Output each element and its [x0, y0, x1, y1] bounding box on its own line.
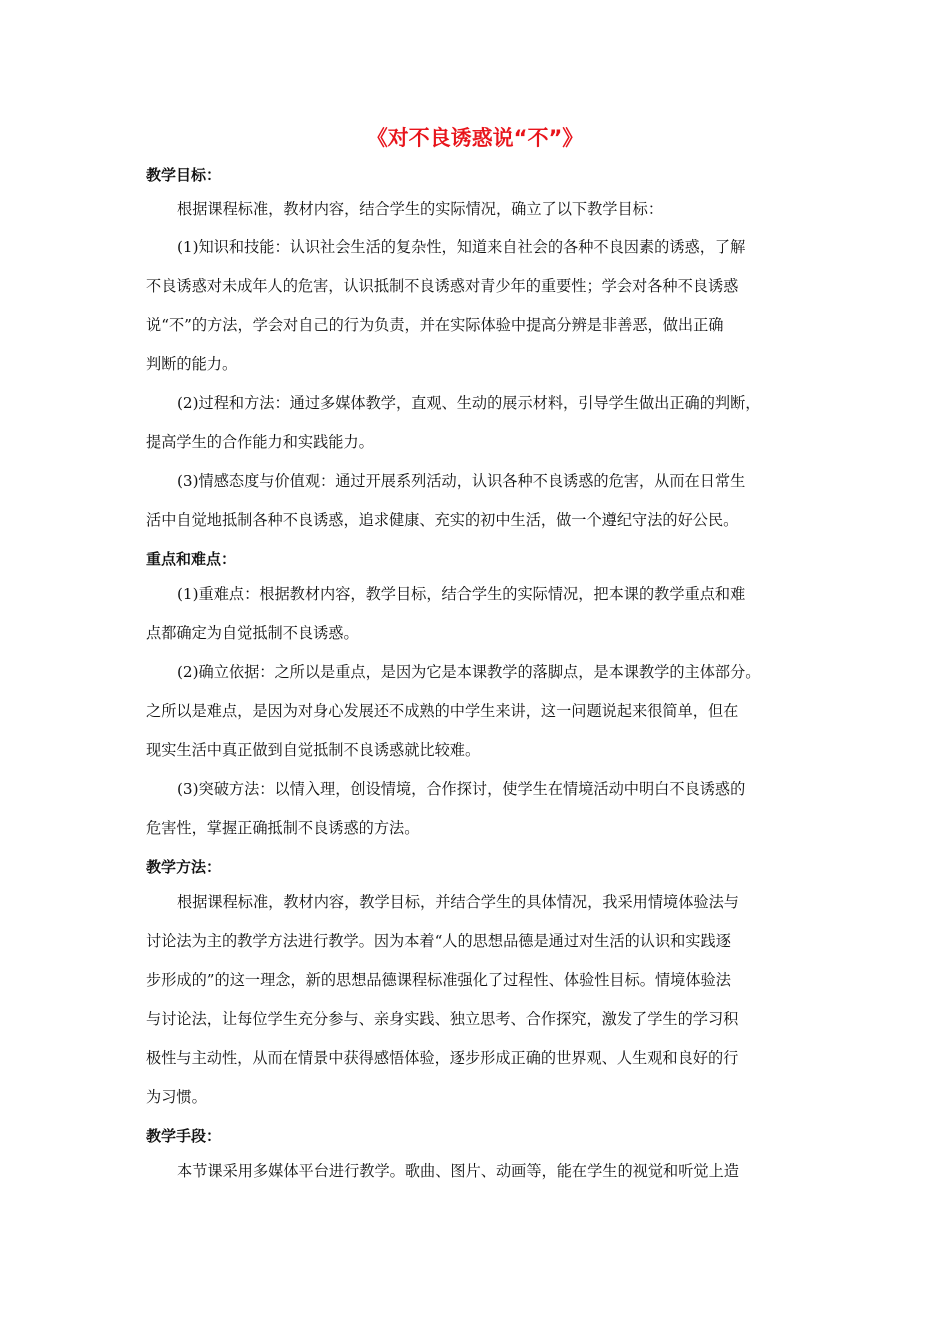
paragraph-line: 不良诱惑对未成年人的危害，认识抵制不良诱惑对青少年的重要性；学会对各种不良诱惑 — [146, 277, 739, 295]
paragraph-line: 与讨论法，让每位学生充分参与、亲身实践、独立思考、合作探究，激发了学生的学习积 — [146, 1010, 739, 1028]
paragraph-line: 之所以是难点，是因为对身心发展还不成熟的中学生来讲，这一问题说起来很简单，但在 — [146, 702, 739, 720]
paragraph-line: 根据课程标准，教材内容，结合学生的实际情况，确立了以下教学目标： — [177, 200, 663, 218]
paragraph-line: 本节课采用多媒体平台进行教学。歌曲、图片、动画等，能在学生的视觉和听觉上造 — [177, 1162, 739, 1180]
paragraph-line: (1)重难点：根据教材内容，教学目标，结合学生的实际情况，把本课的教学重点和难 — [177, 585, 746, 603]
section-heading-methods: 教学方法： — [146, 858, 222, 876]
section-heading-key-points: 重点和难点： — [146, 550, 237, 568]
paragraph-line: 提高学生的合作能力和实践能力。 — [146, 433, 374, 451]
paragraph-line: 说“不”的方法，学会对自己的行为负责，并在实际体验中提高分辨是非善恶，做出正确 — [146, 316, 724, 334]
paragraph-line: 危害性，掌握正确抵制不良诱惑的方法。 — [146, 819, 420, 837]
paragraph-line: 讨论法为主的教学方法进行教学。因为本着“人的思想品德是通过对生活的认识和实践逐 — [146, 932, 731, 950]
paragraph-line: (3)突破方法：以情入理，创设情境，合作探讨，使学生在情境活动中明白不良诱惑的 — [177, 780, 746, 798]
document-title: 《对不良诱惑说“不”》 — [366, 126, 584, 150]
paragraph-line: 步形成的”的这一理念，新的思想品德课程标准强化了过程性、体验性目标。情境体验法 — [146, 971, 731, 989]
paragraph-line: 根据课程标准，教材内容，教学目标，并结合学生的具体情况，我采用情境体验法与 — [177, 893, 739, 911]
paragraph-line: 判断的能力。 — [146, 355, 238, 373]
section-heading-objectives: 教学目标： — [146, 166, 222, 184]
paragraph-line: (1)知识和技能：认识社会生活的复杂性，知道来自社会的各种不良因素的诱惑，了解 — [177, 238, 746, 256]
paragraph-line: 极性与主动性，从而在情景中获得感悟体验，逐步形成正确的世界观、人生观和良好的行 — [146, 1049, 739, 1067]
paragraph-line: 为习惯。 — [146, 1088, 207, 1106]
paragraph-line: (3)情感态度与价值观：通过开展系列活动，认识各种不良诱惑的危害，从而在日常生 — [177, 472, 746, 490]
paragraph-line: (2)确立依据：之所以是重点，是因为它是本课教学的落脚点，是本课教学的主体部分。 — [177, 663, 761, 681]
paragraph-line: 现实生活中真正做到自觉抵制不良诱惑就比较难。 — [146, 741, 481, 759]
section-heading-means: 教学手段： — [146, 1127, 222, 1145]
paragraph-line: (2)过程和方法：通过多媒体教学，直观、生动的展示材料，引导学生做出正确的判断， — [177, 394, 761, 412]
paragraph-line: 活中自觉地抵制各种不良诱惑，追求健康、充实的初中生活，做一个遵纪守法的好公民。 — [146, 511, 739, 529]
paragraph-line: 点都确定为自觉抵制不良诱惑。 — [146, 624, 359, 642]
